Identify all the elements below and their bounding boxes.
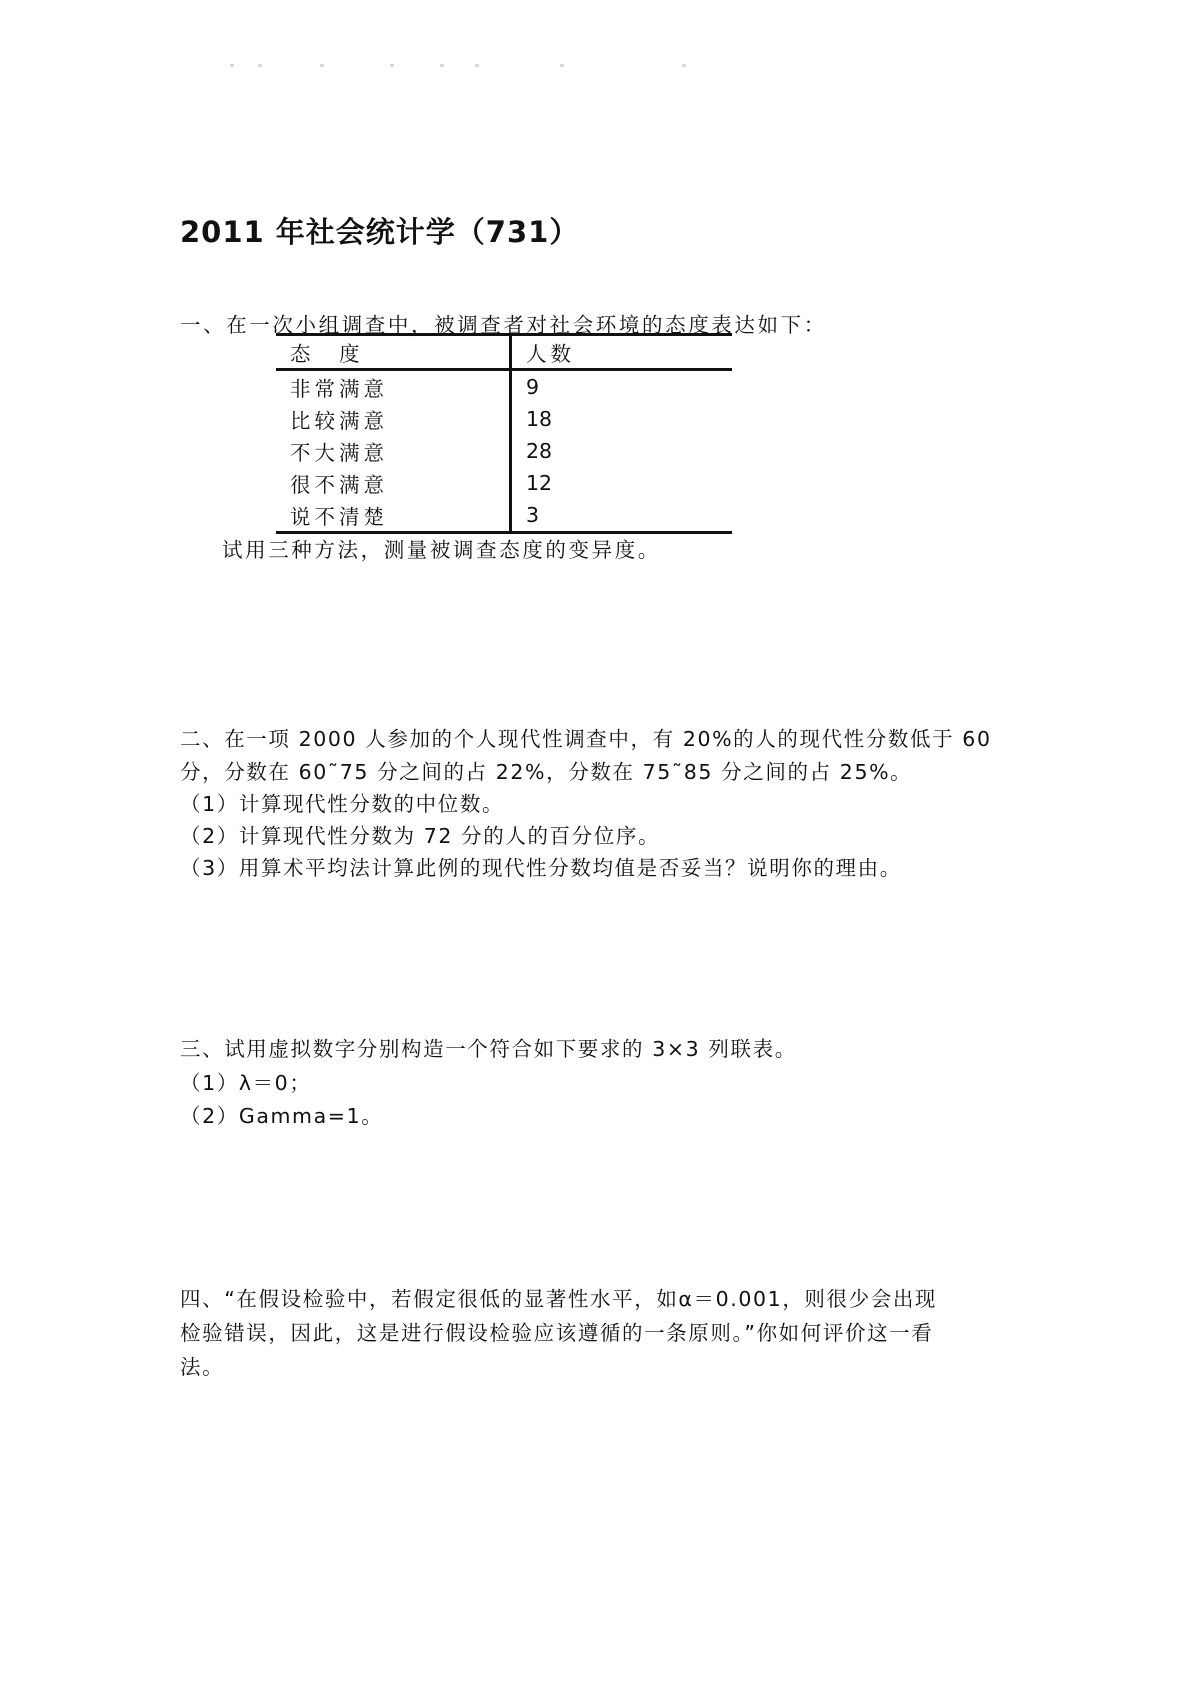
- cell-attitude: 非常满意: [276, 370, 511, 404]
- cell-count: 28: [526, 439, 553, 463]
- cell-count: 3: [511, 499, 733, 533]
- page-title: 2011 年社会统计学（731）: [180, 215, 580, 249]
- header-attitude: 态 度: [276, 335, 511, 370]
- q2-item-3: （3）用算术平均法计算此例的现代性分数均值是否妥当？说明你的理由。: [180, 856, 902, 880]
- q3-item-2: （2）Gamma=1。: [180, 1104, 384, 1128]
- cell-attitude: 不大满意: [276, 435, 511, 467]
- q4-line-2: 检验错误，因此，这是进行假设检验应该遵循的一条原则。”你如何评价这一看: [180, 1321, 934, 1345]
- attitude-table: [276, 333, 732, 534]
- table-row: [276, 435, 732, 467]
- table-row: [276, 499, 732, 533]
- cell-count: 12: [526, 471, 553, 495]
- cell-count: 9: [526, 375, 540, 399]
- scan-artifact-dots: [230, 64, 710, 68]
- cell-count: 18: [526, 407, 553, 431]
- q1-task: 试用三种方法，测量被调查态度的变异度。: [222, 538, 661, 562]
- q2-stem-line2: 分，分数在 60˜75 分之间的占 22%，分数在 75˜85 分之间的占 25%。: [180, 760, 913, 784]
- table-header-row: [276, 335, 732, 370]
- table-row: [276, 403, 732, 435]
- q1-stem: 一、在一次小组调查中，被调查者对社会环境的态度表达如下：: [180, 313, 827, 337]
- q2-item-2: （2）计算现代性分数为 72 分的人的百分位序。: [180, 824, 661, 848]
- cell-attitude: 很不满意: [276, 467, 511, 499]
- cell-attitude: 比较满意: [276, 403, 511, 435]
- q3-stem: 三、试用虚拟数字分别构造一个符合如下要求的 3×3 列联表。: [180, 1037, 797, 1061]
- table-row: [276, 467, 732, 499]
- header-count: 人数: [511, 335, 733, 370]
- table-row: [276, 370, 732, 404]
- q2-item-1: （1）计算现代性分数的中位数。: [180, 792, 505, 816]
- q3-item-1: （1）λ＝0；: [180, 1071, 312, 1095]
- cell-attitude: 说不清楚: [276, 499, 511, 533]
- q2-stem-line1: 二、在一项 2000 人参加的个人现代性调查中，有 20%的人的现代性分数低于 60: [180, 727, 992, 751]
- q4-line-3: 法。: [180, 1355, 225, 1379]
- q4-line-1: 四、“在假设检验中，若假定很低的显著性水平，如α＝0.001，则很少会出现: [180, 1287, 938, 1311]
